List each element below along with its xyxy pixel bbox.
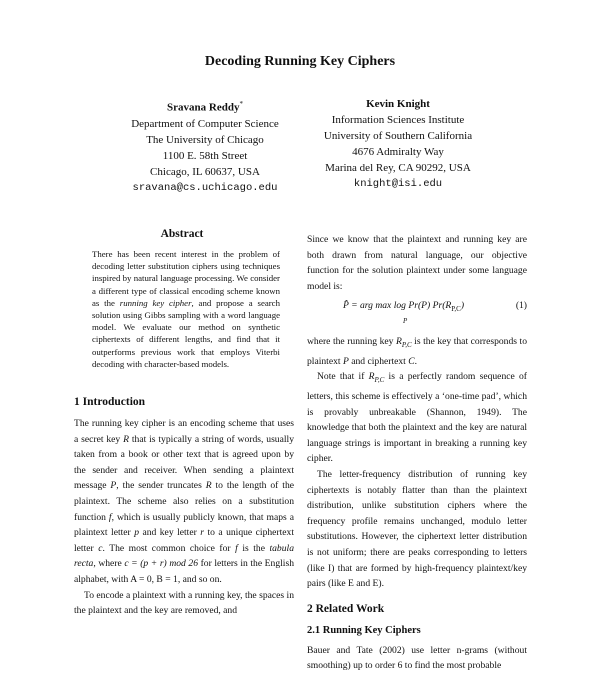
author-name: Kevin Knight [366,98,430,110]
author-email[interactable]: knight@isi.edu [353,178,443,190]
author-dept: Department of Computer Science [131,117,279,130]
author-street: 4676 Admiralty Way [352,146,444,158]
right-column-body [307,232,527,674]
intro-paragraph-2: To encode a plaintext with a running key, the spaces in the plaintext and the key are removed, and [74,589,294,617]
equation-number: (1) [515,300,527,312]
author-org: The University of Chicago [146,133,264,146]
introduction-body [74,416,294,619]
author-city: Chicago, IL 60637, USA [150,165,260,178]
abstract-heading: Abstract [160,228,204,240]
section-1-heading: 1 Introduction [74,396,146,408]
abstract-body: There has been recent interest in the problem of decoding letter substitution ciphers using techniques inspired by natural language processing. We consider a different type of classical encoding scheme known as the running key cipher, and propose a search solution using Gibbs sampling with a word language model. We evaluate our method on synthetic ciphertexts of different lengths, and find that it outperforms previous work that employs Viterbi decoding with character-based models. [92,249,280,369]
author-email[interactable]: sravana@cs.uchicago.edu [132,181,278,194]
right-paragraph-2: where the running key $R_{P,C}$ is the key that corresponds to plaintext P and ciphertext C. [307,336,527,367]
section-2-heading: 2 Related Work [307,602,385,615]
subsection-2-1-heading: 2.1 Running Key Ciphers [307,625,421,637]
right-paragraph-3: Note that if $R_{P,C}$ is a perfectly random sequence of letters, this scheme is effectively a ‘one-time pad’, which is provably unbreakable (Shannon, 1949). The knowledge that both the plaintext and the key are natural language strings is important in breaking a running key cipher. [307,371,527,465]
author-street: 1100 E. 58th Street [162,149,248,162]
right-paragraph-4: The letter-frequency distribution of running key ciphertexts is notably flatter than than the plaintext distribution, unlike substitution ciphers where the frequency profile remains unchanged, modulo letter substitutions. However, the ciphertext letter distribution is not uniform; there are peaks corresponding to letters (like I) that are formed by high-frequency plaintext/key pairs (like E and E). [307,468,527,590]
equation-1: P̂ = arg max log Pr(P) $Pr(R_{P,C})$ P (1) [307,298,527,334]
author-city: Marina del Rey, CA 90292, USA [325,162,471,174]
right-paragraph-1: Since we know that the plaintext and running key are both drawn from natural language, our objective function for the solution plaintext under some language model is: [307,234,527,292]
equation-subscript: P [403,317,408,326]
author-name: Sravana Reddy [167,101,240,114]
intro-paragraph-1: The running key cipher is an encoding scheme that uses a secret key R that is typically a string of words, usually taken from a book or other text that is agreed upon by the sender and receiver. When sending a plaintext message P, the sender truncates R to the length of the plaintext. The scheme also relies on a substitution function f, which is usually publicly known, that maps a plaintext letter p and key letter r to a unique ciphertext letter c. The most common choice for f is the tabula recta, where c = (p + r) mod 26 for letters in the English alphabet, with A = 0, B = 1, and so on. [74,418,294,585]
right-paragraph-5: Bauer and Tate (2002) use letter n-grams (without smoothing) up to order 6 to find the most probable [307,644,527,672]
author-footnote-marker: * [239,100,243,108]
paper-title: Decoding Running Key Ciphers [204,54,396,69]
author-dept: Information Sciences Institute [331,114,465,126]
author-org: University of Southern California [323,130,473,142]
author-block-2 [278,96,518,192]
